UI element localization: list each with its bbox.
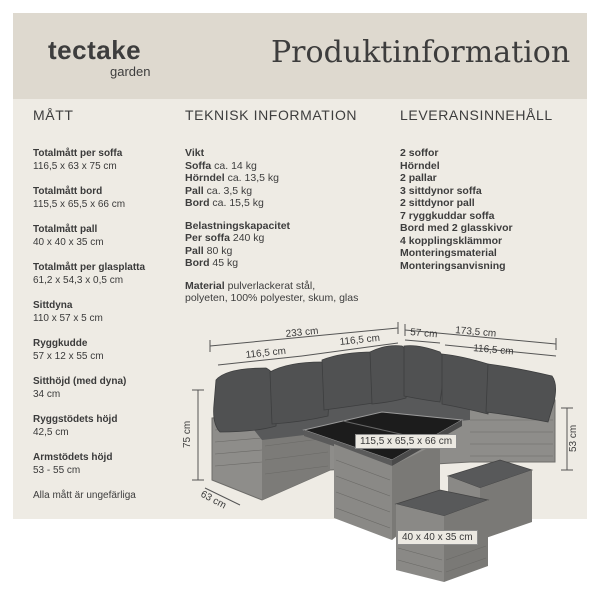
list-item: Monteringsanvisning	[400, 259, 506, 272]
page-title: Produktinformation	[271, 35, 571, 70]
list-item: 2 sittdynor pall	[400, 197, 475, 209]
weight-row: Soffa ca. 14 kg	[185, 159, 257, 172]
material-row-2: polyeten, 100% polyester, skum, glas	[185, 292, 359, 304]
dim-height-left: 75 cm	[182, 420, 193, 448]
spec-item: Sitthöjd (med dyna) 34 cm	[33, 376, 127, 400]
list-item: Hörndel	[400, 159, 440, 172]
dim-sofa-left: 116,5 cm	[245, 345, 287, 361]
spec-item: Ryggstödets höjd 42,5 cm	[33, 414, 118, 438]
spec-item: Totalmått per glasplatta 61,2 x 54,3 x 0,5 cm	[33, 262, 146, 286]
heading-teknisk: TEKNISK INFORMATION	[185, 107, 358, 123]
list-item: Bord med 2 glasskivor	[400, 222, 513, 234]
stool-dimension-label: 40 x 40 x 35 cm	[397, 530, 478, 545]
spec-item: Totalmått per soffa 116,5 x 63 x 75 cm	[33, 148, 123, 172]
list-item: 2 soffor	[400, 147, 439, 159]
brand-logo: tectake	[48, 35, 142, 65]
dim-sofa-right: 116,5 cm	[472, 343, 514, 358]
spec-item: Sittdyna 110 x 57 x 5 cm	[33, 300, 103, 324]
spec-item: Totalmått bord 115,5 x 65,5 x 66 cm	[33, 186, 126, 210]
weight-row: Bord ca. 15,5 kg	[185, 197, 264, 209]
list-item: 7 ryggkuddar soffa	[400, 209, 495, 222]
heading-leverans: LEVERANSINNEHÅLL	[400, 107, 553, 123]
spec-item: Armstödets höjd 53 - 55 cm	[33, 452, 113, 476]
dim-height-right: 53 cm	[568, 424, 579, 452]
dim-total-left: 233 cm	[285, 325, 319, 340]
table-dimension-label: 115,5 x 65,5 x 66 cm	[355, 434, 457, 449]
brand-sub: garden	[110, 64, 151, 79]
load-row: Pall 80 kg	[185, 244, 233, 257]
spec-item: Totalmått pall 40 x 40 x 35 cm	[33, 224, 104, 248]
weight-row: Pall ca. 3,5 kg	[185, 184, 253, 197]
dim-total-right: 173,5 cm	[454, 325, 497, 340]
load-row: Bord 45 kg	[185, 257, 239, 269]
list-item: 3 sittdynor soffa	[400, 184, 482, 197]
list-item: Monteringsmaterial	[400, 247, 497, 259]
dim-sofa-mid: 116,5 cm	[339, 332, 381, 348]
list-item: 4 kopplingsklämmor	[400, 234, 503, 247]
weight-row: Hörndel ca. 13,5 kg	[185, 172, 279, 184]
material-row: Material pulverlackerat stål,	[185, 279, 316, 292]
list-item: 2 pallar	[400, 172, 437, 184]
weight-title: Vikt	[185, 147, 205, 159]
load-title: Belastningskapacitet	[185, 219, 291, 232]
spec-item: Ryggkudde 57 x 12 x 55 cm	[33, 338, 104, 362]
load-row: Per soffa 240 kg	[185, 232, 265, 244]
dim-corner: 57 cm	[409, 327, 438, 341]
approx-note: Alla mått är ungefärliga	[33, 490, 136, 501]
heading-matt: MÅTT	[33, 107, 74, 123]
dim-depth: 63 cm	[198, 488, 228, 512]
